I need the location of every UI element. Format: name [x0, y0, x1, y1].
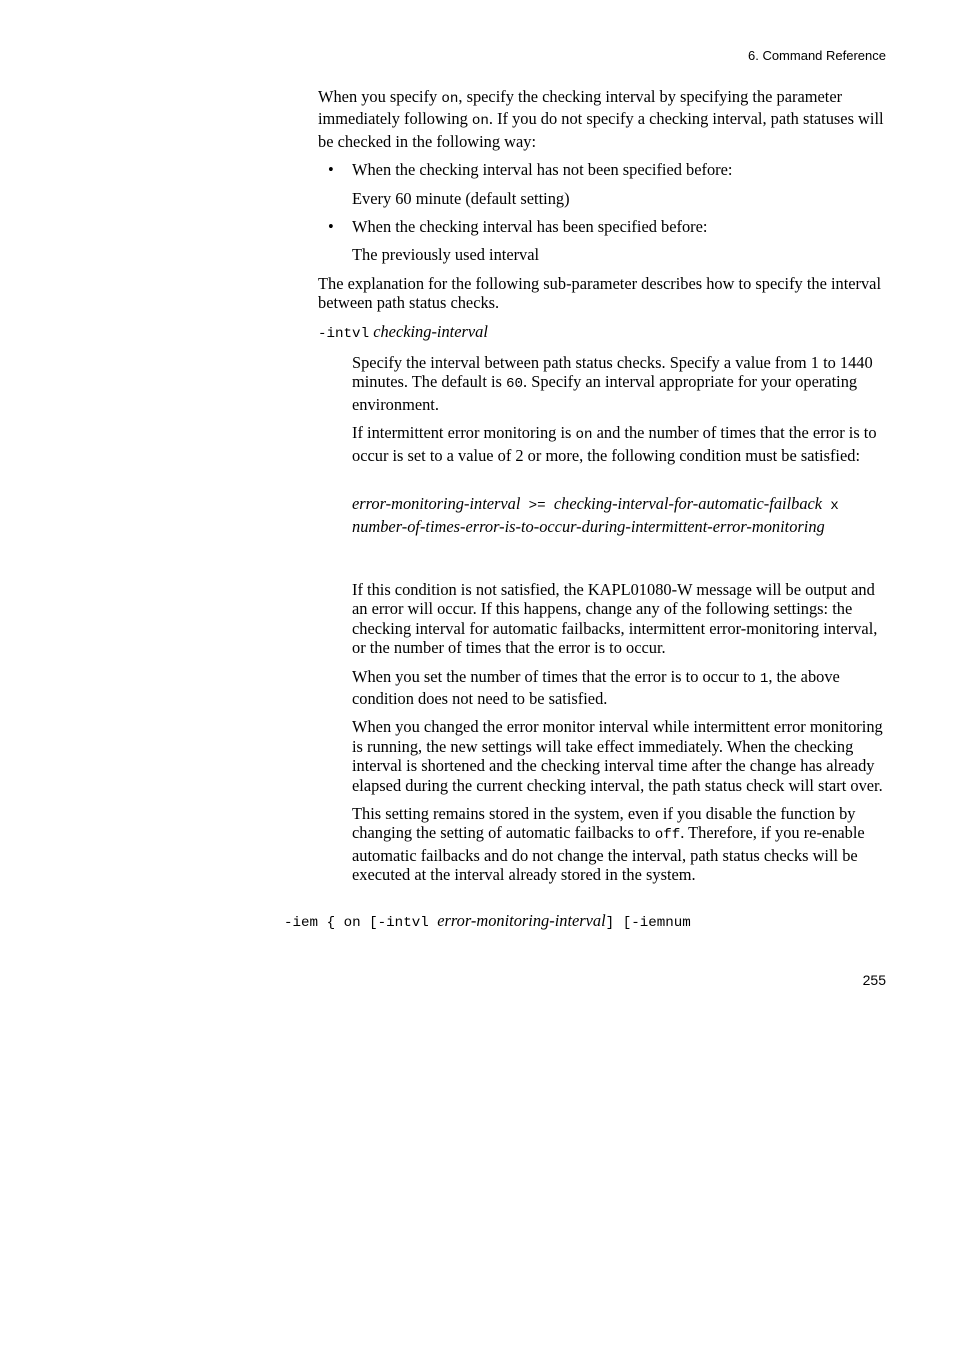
document-body	[318, 87, 888, 894]
subparam-description: Specify the interval between path status checks. Specify a value from 1 to 1440 minutes. The default is 60. Specify an interval appropriate for your operating environment.	[352, 353, 873, 414]
bullet-icon: •	[328, 217, 334, 237]
one-occurrence-paragraph: When you set the number of times that the error is to occur to 1, the above condition does not need to be satisfied.	[352, 666, 840, 708]
intro-paragraph: When you specify on, specify the checking interval by specifying the parameter immediately following on. If you do not specify a checking interval, path statuses will be checked in the following way:	[318, 87, 884, 151]
stored-setting-paragraph: This setting remains stored in the system, even if you disable the function by changing the setting of automatic failbacks to off. Therefore, if you re-enable automatic failbacks and do not change the interval, path status checks will be executed at the interval already stored in the system.	[352, 803, 865, 885]
bullet-detail: Every 60 minute (default setting)	[352, 188, 570, 208]
condition-paragraph: If intermittent error monitoring is on and the number of times that the error is to occur is set to a value of 2 or more, the following condition must be satisfied:	[352, 423, 877, 465]
bullet-detail: The previously used interval	[352, 245, 540, 265]
interval-change-paragraph: When you changed the error monitor interval while intermittent error monitoring is running, the new settings will take effect immediately. When the checking interval is shortened and the checking interval time after the change has already elapsed during the current checking interval, the path status check will start over.	[352, 717, 883, 795]
command-syntax: -iem { on [-intvl error-monitoring-interval] [-iemnum	[284, 911, 691, 931]
bullet-item: • When the checking interval has not been specified before:	[328, 160, 733, 180]
subparam-arg: checking-interval	[373, 321, 488, 341]
condition-formula: error-monitoring-interval >= checking-interval-for-automatic-failback x number-of-times-error-is-to-occur-during-intermittent-error-monitoring	[352, 494, 839, 536]
bullet-icon: •	[328, 160, 334, 180]
subparam-heading	[318, 322, 888, 344]
bullet-item: • When the checking interval has been specified before:	[328, 217, 708, 237]
page-number: 255	[862, 972, 886, 988]
not-satisfied-paragraph: If this condition is not satisfied, the KAPL01080-W message will be output and an error will occur. If this happens, change any of the following settings: the checking interval for automatic failbacks, intermittent error-monitoring interval, or the number of times that the error is to occur.	[352, 579, 878, 658]
subparam-flag: -intvl	[318, 325, 370, 342]
subparam-intro: The explanation for the following sub-parameter describes how to specify the interval between path status checks.	[318, 273, 882, 313]
running-header: 6. Command Reference	[747, 48, 886, 63]
